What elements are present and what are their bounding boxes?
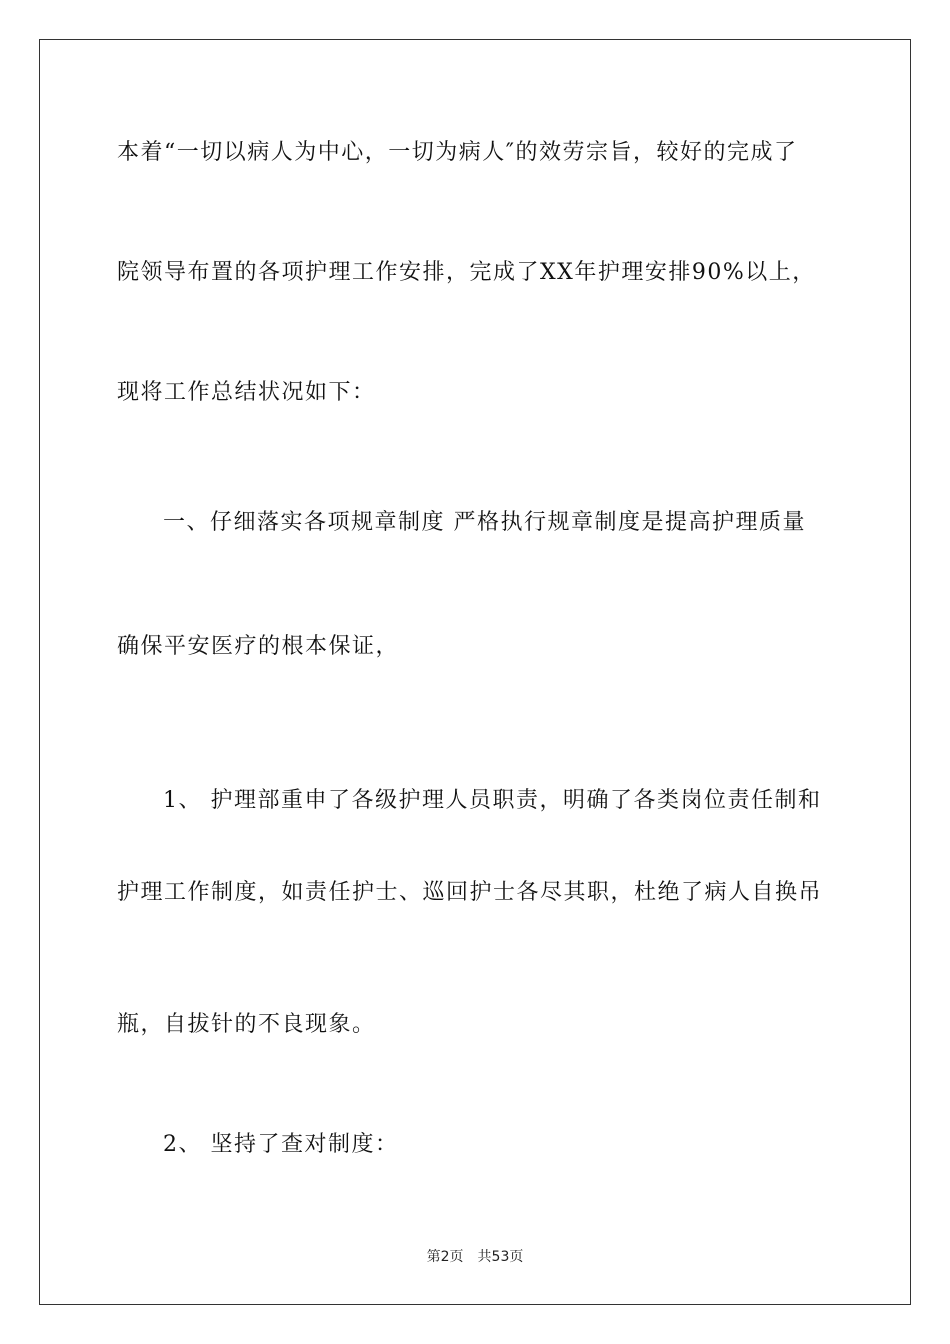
text-line-3: 现将工作总结状况如下： (117, 380, 376, 405)
list-item-2-line: 2、 坚持了查对制度： (163, 1132, 399, 1157)
list-item-1-line: 1、 护理部重申了各级护理人员职责，明确了各类岗位责任制和 (163, 788, 822, 813)
text-line-2: 院领导布置的各项护理工作安排，完成了XX年护理安排90%以上， (117, 260, 816, 285)
text-line-5: 确保平安医疗的根本保证， (117, 634, 400, 659)
page-border (39, 39, 911, 1305)
text-line-7: 护理工作制度，如责任护士、巡回护士各尽其职，杜绝了病人自换吊 (117, 880, 823, 905)
text-line-8: 瓶，自拔针的不良现象。 (117, 1012, 376, 1037)
page-footer: 第2页 共53页 (426, 1249, 524, 1265)
section-heading-line: 一、仔细落实各项规章制度 严格执行规章制度是提高护理质量 (163, 510, 806, 535)
text-line-1: 本着“一切以病人为中心，一切为病人″的效劳宗旨，较好的完成了 (117, 140, 798, 165)
